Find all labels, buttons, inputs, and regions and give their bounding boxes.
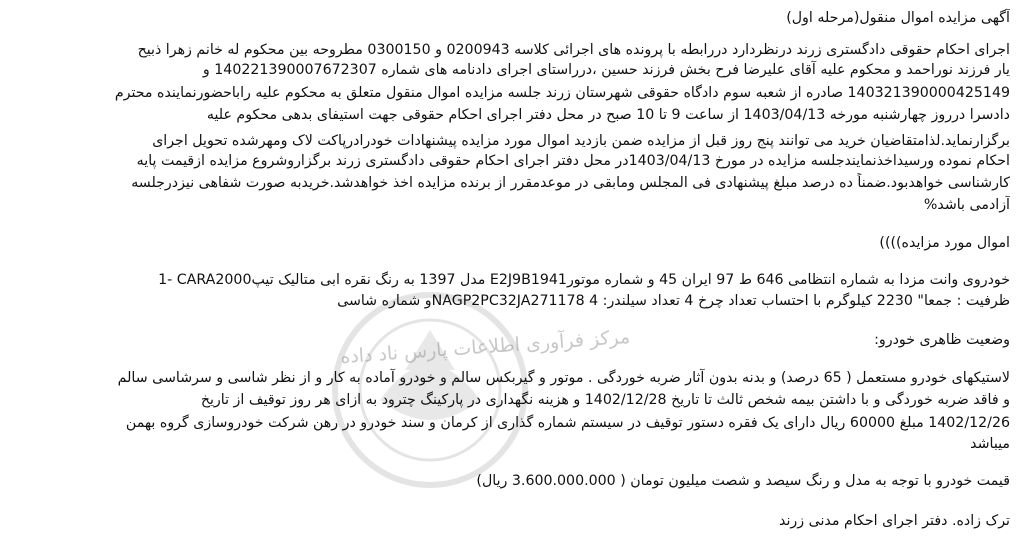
condition-heading: وضعیت ظاهری خودرو: [874,332,1010,348]
condition-line: 1402/12/26 مبلغ 60000 ریال دارای یک فقره دستور توقیف در سیستم شماره گذاری از کرمان و سند خودرو در رهن شرکت خودروسازی گروه بهمن [125,415,1010,431]
condition-line: و فاقد ضربه خوردگی و با داشتن بیمه شخص ثالث تا تاریخ 1402/12/28 و هزینه نگهداری در پارکینگ چترود به ازای هر روز توقیف از تاریخ [200,392,1010,408]
intro-line: کارشناسی خواهدبود.ضمناً ده درصد مبلغ پیشنهادی فی المجلس ومابقی در موعدمقرر از برنده مزایده اخذ خواهدشد.خریدبه صورت شفاهی نیزدرجلسه [131,175,1010,191]
condition-line: لاستیکهای خودرو مستعمل ( 65 درصد) و بدنه بدون آثار ضربه خوردگی . موتور و گیربکس سالم و خودرو آماده به کار و از نظر شاسی و سرشاسی سالم [117,370,1010,386]
intro-line: اجرای احکام حقوقی دادگستری زرند درنظردارد دررابطه با پرونده های اجرائی کلاسه 0200943 و 0300150 مطروحه بین محکوم له خانم زهرا ذبیح [137,42,1010,58]
item-line: 1- CARA2000مدل 1397 به رنگ نقره ابی متالیک تیپ E2J9B1941خودروی وانت مزدا به شماره انتظامی 646 ط 97 ایران 45 و شماره موتور [158,272,1010,288]
intro-line: 140321390000425149 صادره از شعبه سوم دادگاه حقوقی شهرستان زرند جلسه مزایده اموال منقول متعلق به محکوم علیه راباحضورنماینده محترم [114,85,1010,101]
intro-line: برگزارنماید.لذامتقاضیان خرید می توانند پنج روز قبل از مزایده ضمن بازدید اموال مورد مزایده پیشنهادات خودرادرپاکت لاک ومهرشده تحویل اجرای [152,133,1010,149]
signature: ترک زاده. دفتر اجرای احکام مدنی زرند [779,513,1010,529]
intro-line: یار فرزند نوراحمد و محکوم علیه آقای علیرضا فرح بخش فرزند حسین ،درراستای اجرای دادنامه های شماره 140221390007672307 و [202,62,1010,78]
document-title: آگهی مزایده اموال منقول(مرحله اول) [786,10,1010,26]
items-heading: اموال مورد مزایده)))) [879,235,1010,251]
intro-line: دادسرا درروز چهارشنبه مورخه 1403/04/13 از ساعت 9 تا 10 صبح در محل دفتر اجرای احکام حقوقی جهت استیفای بدهی محکوم علیه [206,107,1010,123]
intro-line: آزادمی باشد% [923,197,1010,213]
condition-line: میباشد [970,436,1010,452]
item-line: ظرفیت : جمعا" 2230 کیلوگرم با احتساب تعداد چرخ 4 تعداد سیلندر: 4 NAGP2PC32JA271178و شماره شاسی [337,293,1010,309]
price-line: قیمت خودرو با توجه به مدل و رنگ سیصد و شصت میلیون تومان ( 3.600.000.000 ریال) [476,473,1010,489]
watermark-text: مرکز فرآوری اطلاعات پارس ناد داده [339,325,631,369]
intro-line: احکام نموده ورسیداخذنمایندجلسه مزایده در مورخ 1403/04/13در محل دفتر اجرای احکام حقوقی دادگستری زرند برگزاروشروع مزایده ازقیمت پایه [136,153,1010,169]
